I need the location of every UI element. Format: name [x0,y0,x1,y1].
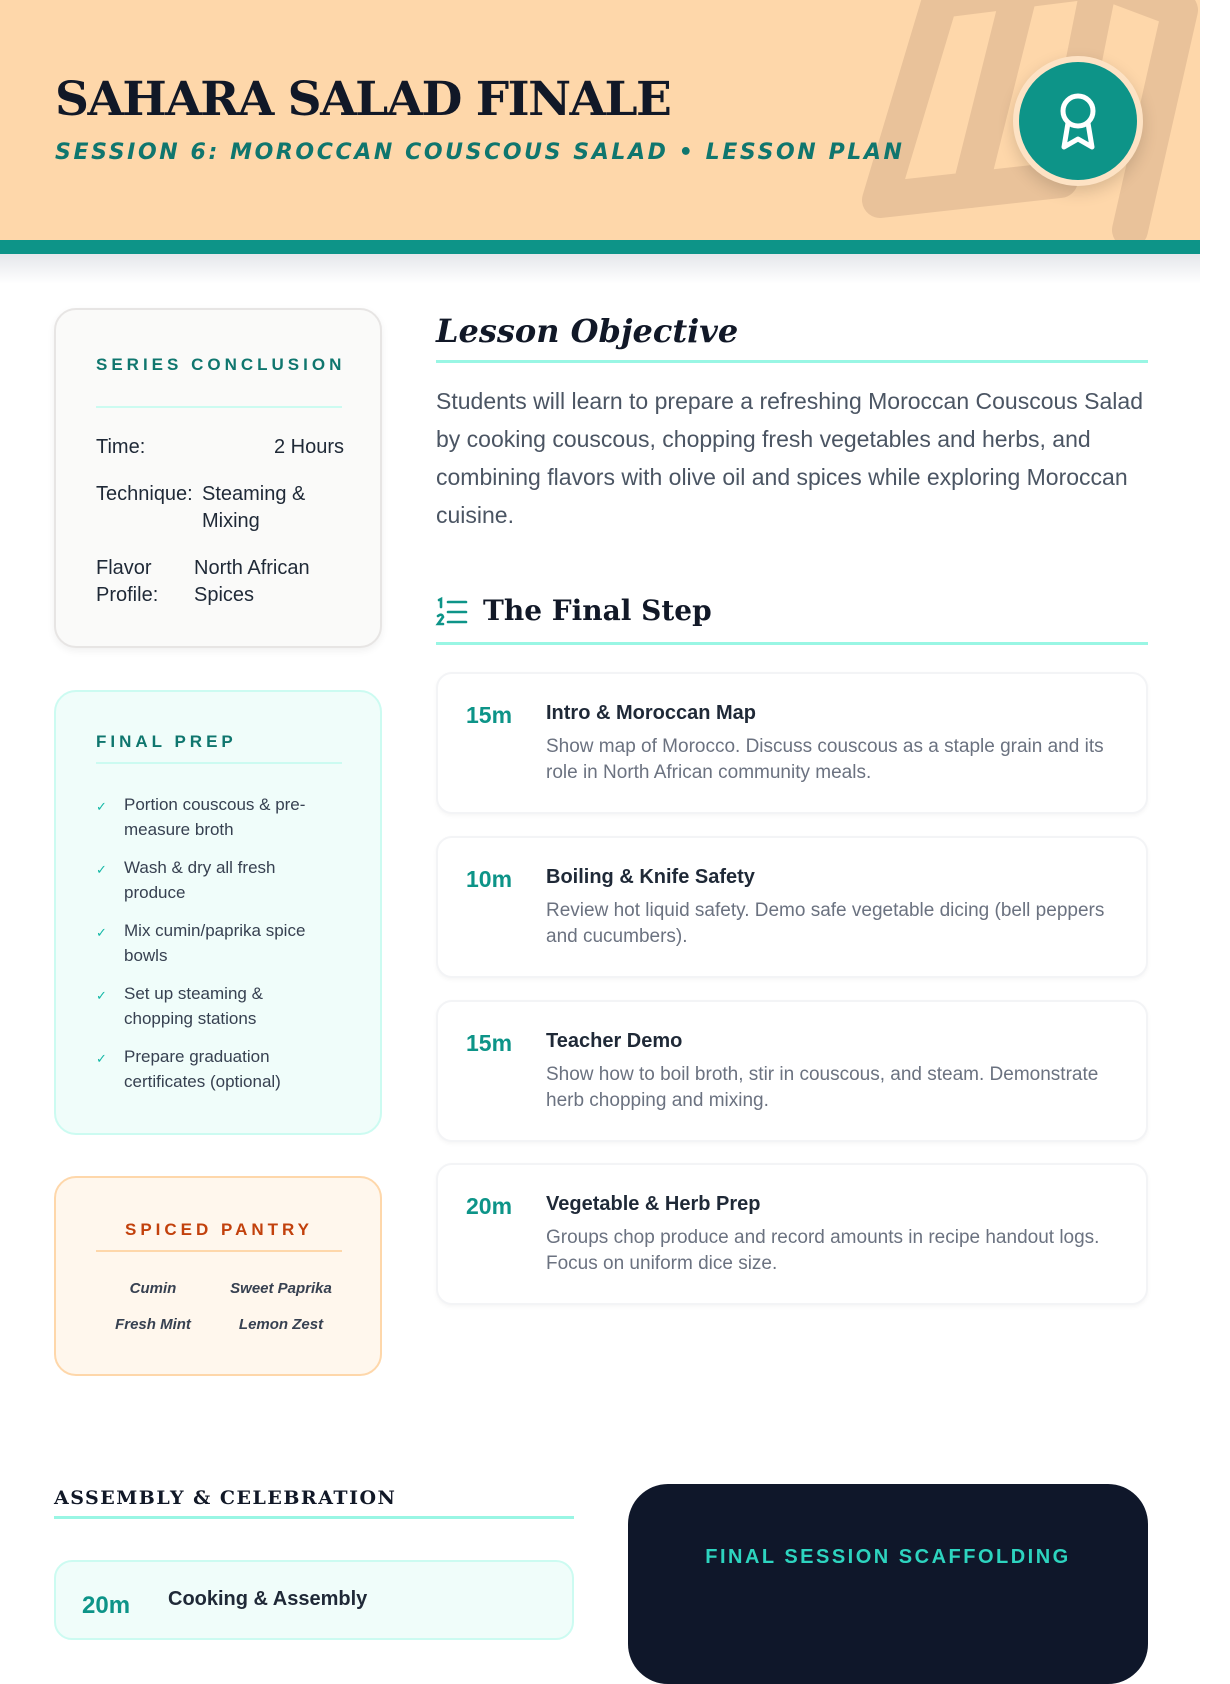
check-icon: ✓ [96,1051,107,1066]
header-shadow [0,254,1200,284]
prep-item-label: Set up steaming & chopping stations [124,984,263,1028]
timeline-step [436,1000,1148,1142]
series-conclusion-heading: SERIES CONCLUSION [96,355,346,374]
step-duration: 15m [466,702,513,728]
ordered-list-icon [436,597,468,627]
objective-title: Lesson Objective [436,312,739,350]
final-step-title: The Final Step [483,594,712,627]
objective-text: Students will learn to prepare a refreshing Moroccan Couscous Salad by cooking couscous, chopping fresh vegetables and herbs, and combining flavors with olive oil and spices while exploring Moroccan cuisine. [436,388,1143,528]
prep-item-label: Mix cumin/paprika spice bowls [124,921,306,965]
divider [96,1250,342,1252]
step-title: Cooking & Assembly [168,1588,368,1610]
spiced-pantry-heading: SPICED PANTRY [124,1220,314,1239]
prep-item [96,918,328,968]
technique-label: Technique: [96,483,193,505]
divider [436,642,1148,645]
award-ribbon-icon [1052,89,1104,153]
series-conclusion-card [54,308,382,648]
time-label: Time: [96,436,146,458]
spice-tag: Cumin [129,1280,177,1297]
timeline-step [436,836,1148,978]
prep-item [96,1044,328,1094]
step-description: Show how to boil broth, stir in couscous, and steam. Demonstrate herb chopping and mixing. [546,1064,1099,1111]
final-prep-heading: FINAL PREP [96,732,237,751]
scaffolding-title: FINAL SESSION SCAFFOLDING [705,1546,1071,1568]
spice-tag: Lemon Zest [238,1316,324,1333]
flavor-label: Flavor Profile: [96,557,159,606]
timeline-step [436,1163,1148,1305]
step-description: Groups chop produce and record amounts in recipe handout logs. Focus on uniform dice size. [546,1227,1100,1274]
check-icon: ✓ [96,925,107,940]
flavor-value: North African Spices [194,557,310,606]
technique-value: Steaming & Mixing [202,483,306,532]
spiced-pantry-card [54,1176,382,1376]
step-title: Vegetable & Herb Prep [546,1193,761,1215]
time-value: 2 Hours [273,436,344,458]
assembly-section-title: ASSEMBLY & CELEBRATION [54,1487,397,1509]
step-description: Show map of Morocco. Discuss couscous as a staple grain and its role in North African community meals. [546,736,1104,783]
step-title: Boiling & Knife Safety [546,866,755,888]
step-duration: 20m [466,1193,513,1219]
spice-tag: Sweet Paprika [230,1280,332,1297]
step-duration: 20m [82,1592,131,1619]
page-title: SAHARA SALAD FINALE [55,72,671,127]
step-title: Intro & Moroccan Map [546,702,757,724]
step-title: Teacher Demo [546,1030,683,1052]
page-subtitle: SESSION 6: MOROCCAN COUSCOUS SALAD • LESSON PLAN [55,140,905,165]
check-icon: ✓ [96,988,107,1003]
check-icon: ✓ [96,799,107,814]
step-duration: 15m [466,1030,513,1056]
header-accent-bar [0,240,1200,254]
assembly-step [54,1560,574,1640]
prep-item-label: Wash & dry all fresh produce [124,858,276,902]
divider [436,360,1148,363]
divider [96,762,342,764]
divider [54,1516,574,1519]
step-duration: 10m [466,866,513,892]
award-badge [1013,56,1143,186]
timeline-step [436,672,1148,814]
prep-item-label: Portion couscous & pre-measure broth [124,795,306,839]
spice-tag: Fresh Mint [115,1316,191,1333]
prep-item [96,792,328,842]
prep-item-label: Prepare graduation certificates (optional) [124,1047,281,1091]
prep-item [96,855,296,905]
prep-item [96,981,296,1031]
scaffolding-card [628,1484,1148,1684]
final-prep-card [54,690,382,1135]
step-description: Review hot liquid safety. Demo safe vegetable dicing (bell peppers and cucumbers). [546,900,1105,947]
page-header [0,0,1200,254]
divider [96,406,342,408]
check-icon: ✓ [96,862,107,877]
